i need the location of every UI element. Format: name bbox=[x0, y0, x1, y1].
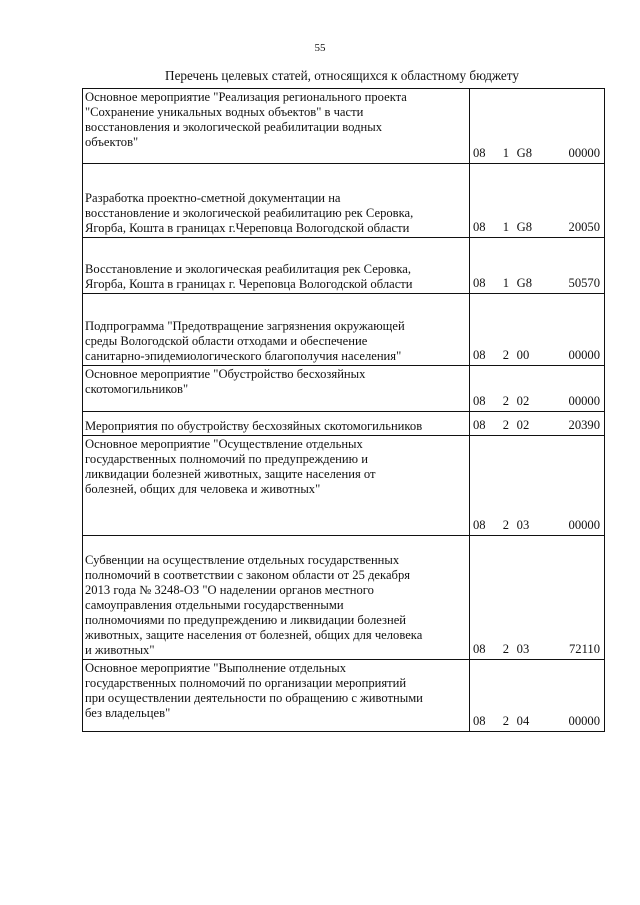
program-code: 08 bbox=[473, 394, 486, 408]
program-code: 08 bbox=[473, 276, 486, 290]
direction-code: 72110 bbox=[568, 642, 600, 656]
subprogram-code: 2 bbox=[502, 714, 510, 728]
row-description: Восстановление и экологическая реабилитация рек Серовка, Ягорба, Кошта в границах г. Череповца Вологодской области bbox=[85, 262, 413, 291]
table-row bbox=[83, 294, 605, 366]
program-code: 08 bbox=[473, 348, 486, 362]
activity-code: 02 bbox=[516, 418, 530, 432]
direction-code: 20050 bbox=[568, 220, 600, 234]
table-row bbox=[83, 412, 605, 436]
row-description-cell bbox=[83, 660, 470, 732]
subprogram-code: 2 bbox=[502, 348, 510, 362]
row-code-cell bbox=[470, 412, 605, 436]
program-code: 08 bbox=[473, 642, 486, 656]
row-description: Основное мероприятие "Осуществление отдельных государственных полномочий по предупреждению и ликвидации болезней животных, защите населения от болезней, общих для человека и животных" bbox=[85, 437, 376, 496]
row-description: Основное мероприятие "Обустройство бесхозяйных скотомогильников" bbox=[85, 367, 366, 396]
direction-code: 00000 bbox=[568, 348, 600, 362]
row-description-cell bbox=[83, 412, 470, 436]
row-description-cell bbox=[83, 436, 470, 536]
row-description-cell bbox=[83, 366, 470, 412]
table-row bbox=[83, 366, 605, 412]
activity-code: G8 bbox=[516, 146, 533, 160]
activity-code: 03 bbox=[516, 518, 530, 532]
table-row bbox=[83, 238, 605, 294]
subprogram-code: 2 bbox=[502, 418, 510, 432]
row-description-cell bbox=[83, 89, 470, 164]
document-title: Перечень целевых статей, относящихся к областному бюджету bbox=[165, 68, 519, 83]
subprogram-code: 1 bbox=[502, 276, 510, 290]
row-code-cell bbox=[470, 89, 605, 164]
activity-code: 03 bbox=[516, 642, 530, 656]
row-description: Субвенции на осуществление отдельных государственных полномочий в соответствии с законом области от 25 декабря 2013 года № 3248-ОЗ "О наделении органов местного самоуправления отдельными государственными полномочиями по предупреждению и ликвидации болезней животных, защите населения от болезней, общих для человека и животных" bbox=[85, 553, 423, 657]
subprogram-code: 1 bbox=[502, 146, 510, 160]
program-code: 08 bbox=[473, 518, 486, 532]
row-description-cell bbox=[83, 238, 470, 294]
direction-code: 20390 bbox=[568, 418, 600, 432]
subprogram-code: 1 bbox=[502, 220, 510, 234]
target-article-code bbox=[470, 418, 604, 433]
program-code: 08 bbox=[473, 714, 486, 728]
program-code: 08 bbox=[473, 146, 486, 160]
direction-code: 00000 bbox=[568, 146, 600, 160]
table-row bbox=[83, 660, 605, 732]
target-article-code bbox=[470, 146, 604, 161]
row-code-cell bbox=[470, 536, 605, 660]
activity-code: 04 bbox=[516, 714, 530, 728]
target-article-code bbox=[470, 276, 604, 291]
direction-code: 00000 bbox=[568, 394, 600, 408]
target-article-code bbox=[470, 394, 604, 409]
table-row bbox=[83, 536, 605, 660]
row-description-cell bbox=[83, 164, 470, 238]
target-article-code bbox=[470, 348, 604, 363]
page-number: 55 bbox=[314, 42, 326, 54]
row-description: Разработка проектно-сметной документации на восстановление и экологической реабилитацию рек Серовка, Ягорба, Кошта в границах г.Череповца Вологодской области bbox=[85, 191, 414, 235]
target-articles-table bbox=[82, 88, 605, 732]
table-row bbox=[83, 436, 605, 536]
subprogram-code: 2 bbox=[502, 518, 510, 532]
target-article-code bbox=[470, 220, 604, 235]
activity-code: G8 bbox=[516, 276, 533, 290]
row-description-cell bbox=[83, 294, 470, 366]
row-description: Основное мероприятие "Выполнение отдельных государственных полномочий по организации мероприятий при осуществлении деятельности по обращению с животными без владельцев" bbox=[85, 661, 423, 720]
program-code: 08 bbox=[473, 220, 486, 234]
table-body bbox=[83, 89, 605, 732]
target-article-code bbox=[470, 714, 604, 729]
row-code-cell bbox=[470, 294, 605, 366]
row-description: Основное мероприятие "Реализация регионального проекта "Сохранение уникальных водных объектов" в части восстановления и экологической реабилитации водных объектов" bbox=[85, 90, 407, 149]
row-code-cell bbox=[470, 366, 605, 412]
row-code-cell bbox=[470, 660, 605, 732]
row-code-cell bbox=[470, 436, 605, 536]
subprogram-code: 2 bbox=[502, 394, 510, 408]
row-code-cell bbox=[470, 164, 605, 238]
subprogram-code: 2 bbox=[502, 642, 510, 656]
activity-code: G8 bbox=[516, 220, 533, 234]
direction-code: 00000 bbox=[568, 714, 600, 728]
direction-code: 50570 bbox=[568, 276, 600, 290]
program-code: 08 bbox=[473, 418, 486, 432]
row-description: Подпрограмма "Предотвращение загрязнения окружающей среды Вологодской области отходами и обеспечение санитарно-эпидемиологического благополучия населения" bbox=[85, 319, 405, 363]
row-description: Мероприятия по обустройству бесхозяйных скотомогильников bbox=[85, 419, 423, 433]
table-row bbox=[83, 89, 605, 164]
activity-code: 00 bbox=[516, 348, 530, 362]
row-code-cell bbox=[470, 238, 605, 294]
activity-code: 02 bbox=[516, 394, 530, 408]
target-article-code bbox=[470, 642, 604, 657]
row-description-cell bbox=[83, 536, 470, 660]
target-article-code bbox=[470, 518, 604, 533]
direction-code: 00000 bbox=[568, 518, 600, 532]
table-row bbox=[83, 164, 605, 238]
